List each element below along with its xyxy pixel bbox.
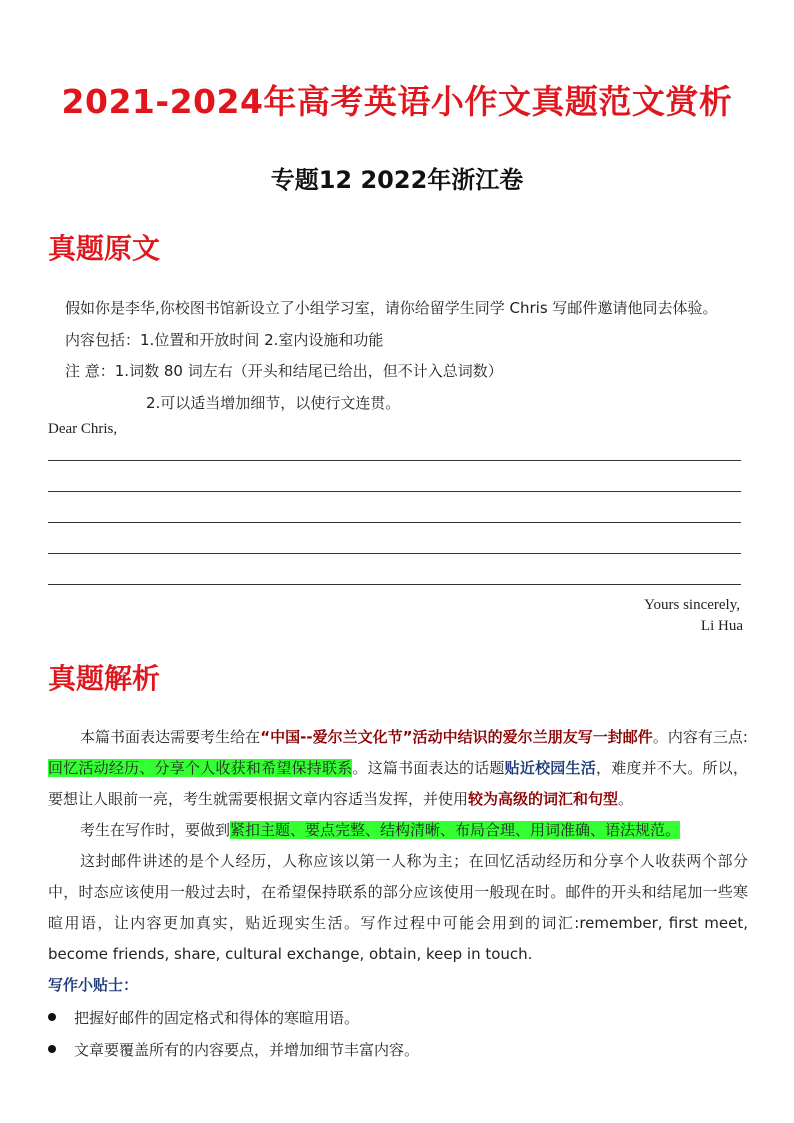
analysis-paragraph-3: 这封邮件讲述的是个人经历，人称应该以第一人称为主；在回忆活动经历和分享个人收获两个部分中，时态应该使用一般过去时，在希望保持联系的部分应该使用一般现在时。邮件的开头和结尾加一些寒暄用语，让内容更加真实，贴近现实生活。写作过程中可能会用到的词汇:remember, first meet, become friends, share, cultural exchange, obtain, keep in touch. (48, 852, 748, 963)
analysis-paragraph-2 (48, 815, 748, 846)
question-note-2: 2.可以适当增加细节，以使行文连贯。 (146, 394, 401, 412)
tip-item (48, 1007, 359, 1029)
writing-line (48, 491, 741, 492)
text-span: 。 (618, 790, 634, 808)
text-span: 。内容有三点: (652, 728, 748, 746)
emphasis-blue: 贴近校园生活 (504, 759, 596, 777)
bullet-icon (48, 1045, 56, 1053)
question-note-1: 注 意：1.词数 80 词左右（开头和结尾已给出，但不计入总词数） (65, 362, 503, 380)
tip-text: 把握好邮件的固定格式和得体的寒暄用语。 (74, 1009, 360, 1027)
text-span: ，难度并不大。所以，要想让人眼前一亮，考生就需要根据文章内容适当发挥，并使用 (48, 759, 748, 808)
analysis-body (48, 722, 748, 970)
tip-text: 文章要覆盖所有的内容要点，并增加细节丰富内容。 (74, 1041, 420, 1059)
section-heading-question: 真题原文 (48, 232, 161, 265)
writing-line (48, 553, 741, 554)
highlight-green: 回忆活动经历、分享个人收获和希望保持联系 (48, 759, 353, 777)
emphasis-red: “中国--爱尔兰文化节”活动中结识的爱尔兰朋友写一封邮件 (260, 728, 653, 746)
text-span: 。这篇书面表达的话题 (352, 759, 505, 777)
emphasis-red: 较为高级的词汇和句型 (468, 790, 619, 808)
writing-line (48, 522, 741, 523)
page-title: 2021-2024年高考英语小作文真题范文赏析 (61, 82, 733, 121)
tips-title: 写作小贴士： (48, 976, 139, 994)
writing-line (48, 584, 741, 585)
text-span: 本篇书面表达需要考生给在 (80, 728, 261, 746)
bullet-icon (48, 1013, 56, 1021)
question-content-points: 内容包括：1.位置和开放时间 2.室内设施和功能 (65, 331, 384, 349)
letter-closing: Yours sincerely, (644, 597, 740, 613)
highlight-green: 紧扣主题、要点完整、结构清晰、布局合理、用词准确、语法规范。 (230, 821, 681, 839)
letter-greeting: Dear Chris, (48, 421, 118, 437)
letter-signature: Li Hua (700, 618, 743, 634)
tip-item (48, 1039, 419, 1061)
writing-line (48, 460, 741, 461)
question-prompt: 假如你是李华,你校图书馆新设立了小组学习室，请你给留学生同学 Chris 写邮件邀请他同去体验。 (65, 299, 718, 317)
section-heading-analysis: 真题解析 (48, 662, 161, 695)
analysis-paragraph-1 (48, 722, 748, 815)
page-subtitle: 专题12 2022年浙江卷 (270, 166, 524, 194)
text-span: 考生在写作时，要做到 (80, 821, 231, 839)
